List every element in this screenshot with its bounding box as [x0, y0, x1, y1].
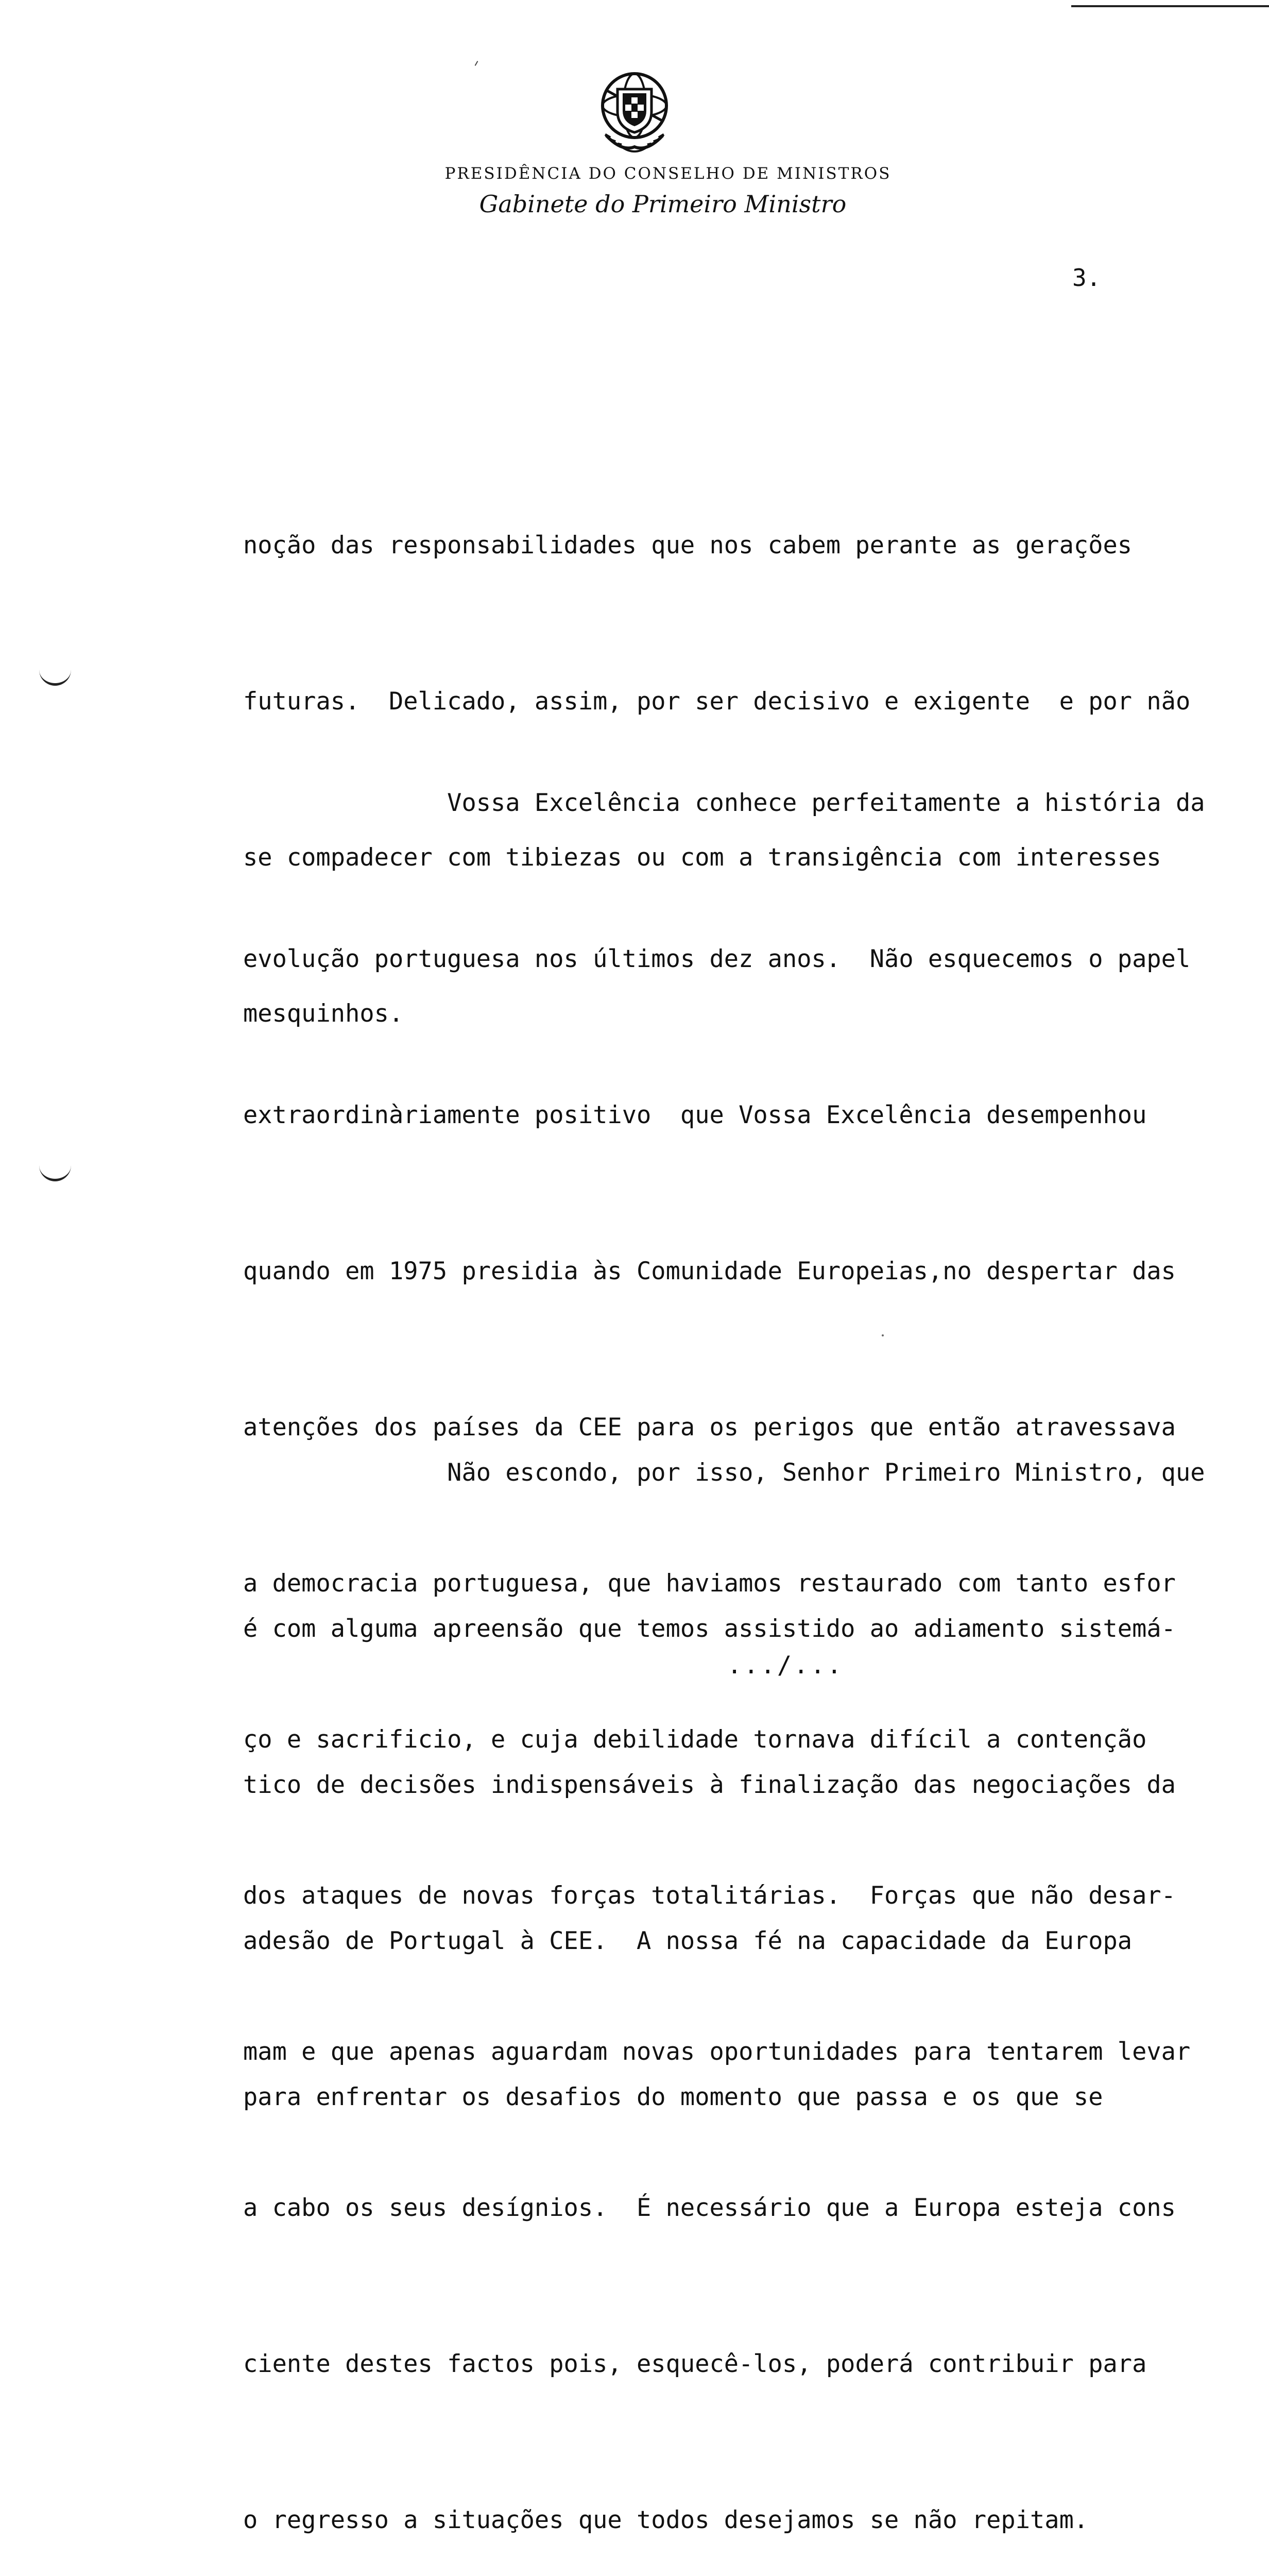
institution-name: PRESIDÊNCIA DO CONSELHO DE MINISTROS [444, 164, 891, 183]
text-line: mam e que apenas aguardam novas oportunidades para tentarem levar [243, 2038, 1191, 2066]
text-line: o regresso a situações que todos desejamos se não repitam. [243, 2506, 1089, 2534]
text-line: ço e sacrificio, e cuja debilidade tornava difícil a contenção [243, 1725, 1147, 1754]
letterhead [0, 70, 1269, 218]
portuguese-coat-of-arms-icon [586, 70, 683, 157]
text-line: a democracia portuguesa, que haviamos restaurado com tanto esfor [243, 1569, 1176, 1598]
page-number: 3. [1072, 264, 1101, 292]
stray-dot [882, 1334, 884, 1336]
text-line: se compadecer com tibiezas ou com a transigência com interesses [243, 843, 1161, 872]
text-line: ciente destes factos pois, esquecê-los, poderá contribuir para [243, 2350, 1147, 2378]
text-line: futuras. Delicado, assim, por ser decisivo e exigente e por não [243, 687, 1191, 716]
text-line: noção das responsabilidades que nos cabem perante as gerações [243, 531, 1133, 560]
paragraph-3 [243, 1343, 1247, 2175]
text-line: evolução portuguesa nos últimos dez anos. Não esquecemos o papel [243, 945, 1191, 973]
text-line: dos ataques de novas forças totalitárias. Forças que não desar- [243, 1882, 1176, 1910]
text-line: atenções dos países da CEE para os perigos que então atravessava [243, 1413, 1176, 1442]
margin-punch-mark [39, 1165, 71, 1181]
text-line: adesão de Portugal à CEE. A nossa fé na capacidade da Europa [243, 1927, 1133, 1955]
continuation-mark: .../... [727, 1651, 844, 1680]
text-line: Não escondo, por isso, Senhor Primeiro Ministro, que [243, 1459, 1205, 1487]
stray-mark [475, 61, 478, 66]
text-line: Vossa Excelência conhece perfeitamente a história da [243, 789, 1205, 817]
text-line: quando em 1975 presidia às Comunidade Europeias,no despertar das [243, 1257, 1176, 1285]
text-line: para enfrentar os desafios do momento que passa e os que se [243, 2083, 1103, 2111]
text-line: a cabo os seus desígnios. É necessário que a Europa esteja cons [243, 2194, 1176, 2222]
top-edge-rule [1071, 5, 1269, 7]
text-line: extraordinàriamente positivo que Vossa Excelência desempenhou [243, 1101, 1147, 1129]
text-line: mesquinhos. [243, 999, 404, 1028]
text-line: é com alguma apreensão que temos assistido ao adiamento sistemá- [243, 1615, 1176, 1643]
text-line: tico de decisões indispensáveis à finalização das negociações da [243, 1771, 1176, 1799]
margin-punch-mark [39, 670, 71, 686]
office-name: Gabinete do Primeiro Ministro [479, 190, 847, 218]
